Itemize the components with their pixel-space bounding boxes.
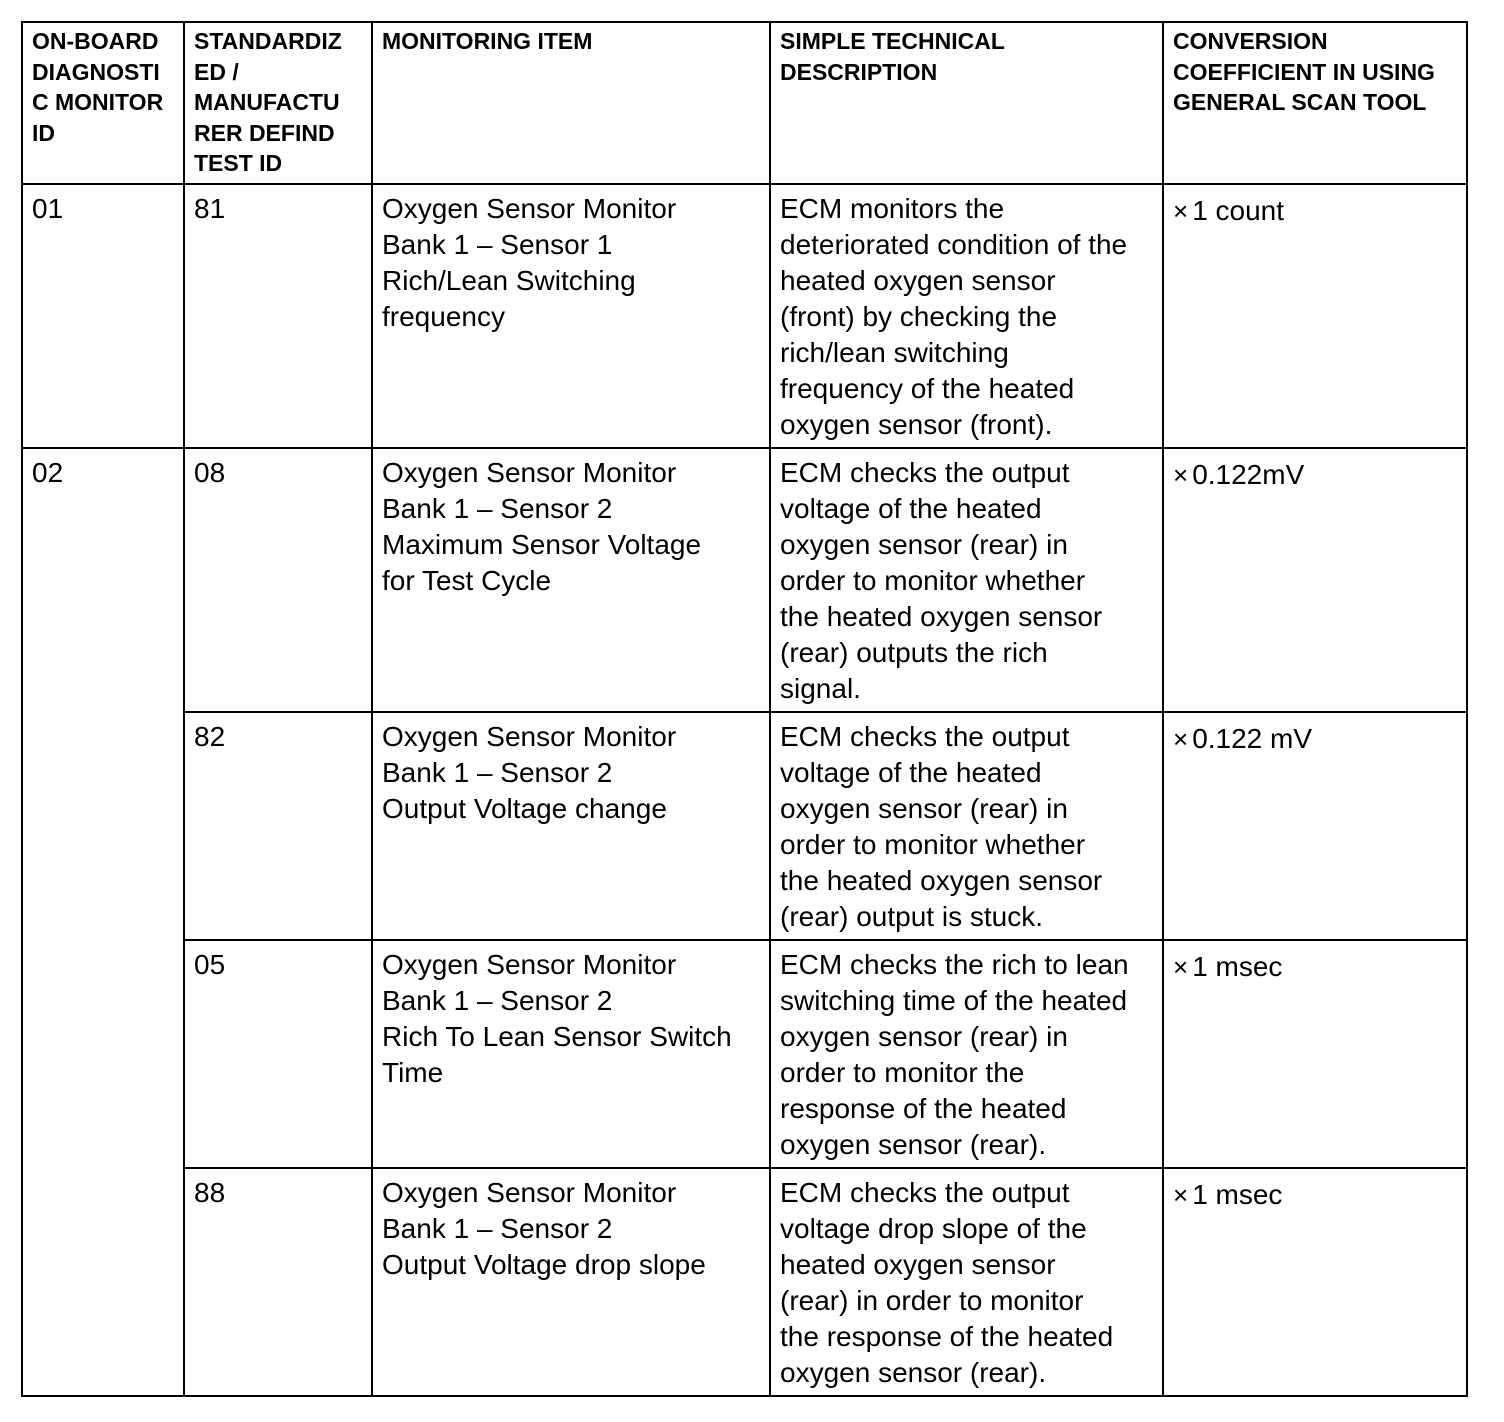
conversion-value: 1 msec: [1192, 950, 1283, 982]
header-obd-monitor-id: ON-BOARD DIAGNOSTI C MONITOR ID: [22, 22, 184, 184]
monitoring-item-cell: Oxygen Sensor Monitor Bank 1 – Sensor 2 Maximum Sensor Voltage for Test Cycle: [372, 448, 770, 712]
description-cell: ECM monitors the deteriorated condition of the heated oxygen sensor (front) by checking the rich/lean switching frequency of the heated oxygen sensor (front).: [770, 184, 1163, 448]
table-row: [22, 184, 1467, 448]
conversion-cell: [1163, 940, 1467, 1168]
header-conversion-coefficient: CONVERSION COEFFICIENT IN USING GENERAL SCAN TOOL: [1163, 22, 1467, 184]
multiply-icon: ×: [1173, 195, 1189, 226]
description-cell: ECM checks the output voltage of the heated oxygen sensor (rear) in order to monitor whether the heated oxygen sensor (rear) outputs the rich signal.: [770, 448, 1163, 712]
multiply-icon: ×: [1173, 459, 1189, 490]
conversion-cell: [1163, 184, 1467, 448]
conversion-value: 0.122 mV: [1192, 722, 1313, 754]
table-row: [22, 448, 1467, 712]
description-cell: ECM checks the output voltage of the heated oxygen sensor (rear) in order to monitor whether the heated oxygen sensor (rear) output is stuck.: [770, 712, 1163, 940]
header-technical-description: SIMPLE TECHNICAL DESCRIPTION: [770, 22, 1163, 184]
table-row: [22, 712, 1467, 940]
tid-cell: 05: [184, 940, 372, 1168]
tid-cell: 88: [184, 1168, 372, 1396]
conversion-cell: [1163, 1168, 1467, 1396]
header-monitoring-item: MONITORING ITEM: [372, 22, 770, 184]
conversion-cell: [1163, 712, 1467, 940]
conversion-value: 0.122mV: [1192, 458, 1305, 490]
description-cell: ECM checks the rich to lean switching time of the heated oxygen sensor (rear) in order to monitor the response of the heated oxygen sensor (rear).: [770, 940, 1163, 1168]
conversion-value: 1 count: [1192, 194, 1285, 226]
monitoring-item-cell: Oxygen Sensor Monitor Bank 1 – Sensor 2 Output Voltage change: [372, 712, 770, 940]
obdmid-cell: 02: [22, 448, 184, 1396]
tid-cell: 08: [184, 448, 372, 712]
tid-cell: 81: [184, 184, 372, 448]
table-row: [22, 940, 1467, 1168]
table-row: [22, 1168, 1467, 1396]
conversion-cell: [1163, 448, 1467, 712]
header-test-id: STANDARDIZ ED / MANUFACTU RER DEFIND TEST ID: [184, 22, 372, 184]
obd-test-table: [21, 21, 1468, 1397]
multiply-icon: ×: [1173, 951, 1189, 982]
monitoring-item-cell: Oxygen Sensor Monitor Bank 1 – Sensor 2 Rich To Lean Sensor Switch Time: [372, 940, 770, 1168]
obdmid-cell: 01: [22, 184, 184, 448]
description-cell: ECM checks the output voltage drop slope of the heated oxygen sensor (rear) in order to monitor the response of the heated oxygen sensor (rear).: [770, 1168, 1163, 1396]
header-row: [22, 22, 1467, 184]
multiply-icon: ×: [1173, 1179, 1189, 1210]
monitoring-item-cell: Oxygen Sensor Monitor Bank 1 – Sensor 1 Rich/Lean Switching frequency: [372, 184, 770, 448]
multiply-icon: ×: [1173, 723, 1189, 754]
tid-cell: 82: [184, 712, 372, 940]
monitoring-item-cell: Oxygen Sensor Monitor Bank 1 – Sensor 2 Output Voltage drop slope: [372, 1168, 770, 1396]
conversion-value: 1 msec: [1192, 1178, 1283, 1210]
